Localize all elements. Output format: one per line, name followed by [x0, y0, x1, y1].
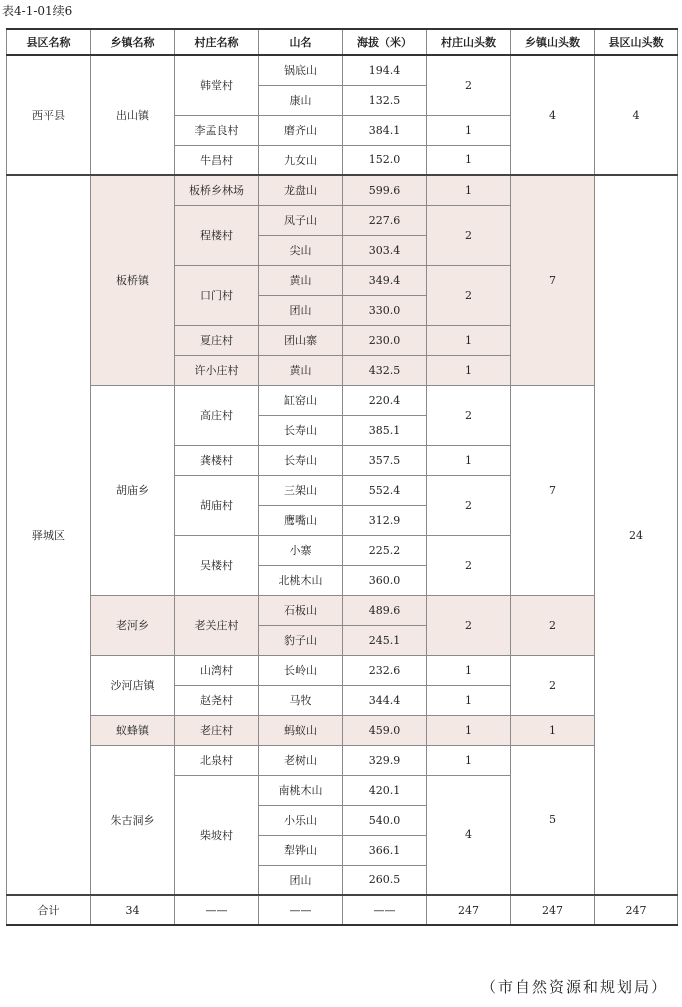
- county-mountain-count: 24: [595, 175, 678, 895]
- village-mountain-count: 2: [427, 265, 511, 325]
- total-row: [7, 895, 678, 925]
- table-row: [7, 175, 678, 205]
- altitude-value: 225.2: [343, 535, 427, 565]
- mountain-name: 磨齐山: [259, 115, 343, 145]
- village-name: 老关庄村: [175, 595, 259, 655]
- village-name: 牛昌村: [175, 145, 259, 175]
- mountain-name: 小寨: [259, 535, 343, 565]
- village-name: 口门村: [175, 265, 259, 325]
- altitude-value: 459.0: [343, 715, 427, 745]
- table-row: [7, 745, 678, 775]
- altitude-value: 227.6: [343, 205, 427, 235]
- town-mountain-count: 1: [511, 715, 595, 745]
- altitude-value: 330.0: [343, 295, 427, 325]
- header-row: [7, 29, 678, 55]
- mountain-name: 锅底山: [259, 55, 343, 85]
- town-name: 朱古洞乡: [91, 745, 175, 895]
- header-town-count: 乡镇山头数: [511, 29, 595, 55]
- altitude-value: 245.1: [343, 625, 427, 655]
- altitude-value: 349.4: [343, 265, 427, 295]
- county-name: 驿城区: [7, 175, 91, 895]
- mountain-name: 缸窑山: [259, 385, 343, 415]
- village-name: 北泉村: [175, 745, 259, 775]
- mountain-name: 凤子山: [259, 205, 343, 235]
- mountain-name: 黄山: [259, 265, 343, 295]
- table-row: [7, 655, 678, 685]
- village-name: 高庄村: [175, 385, 259, 445]
- total-towns: 34: [91, 895, 175, 925]
- altitude-value: 357.5: [343, 445, 427, 475]
- village-name: 赵尧村: [175, 685, 259, 715]
- altitude-value: 420.1: [343, 775, 427, 805]
- village-mountain-count: 2: [427, 535, 511, 595]
- village-name: 柴坡村: [175, 775, 259, 895]
- mountain-name: 北桃木山: [259, 565, 343, 595]
- altitude-value: 329.9: [343, 745, 427, 775]
- town-mountain-count: 7: [511, 175, 595, 385]
- village-mountain-count: 2: [427, 205, 511, 265]
- altitude-value: 230.0: [343, 325, 427, 355]
- village-mountain-count: 1: [427, 325, 511, 355]
- mountain-name: 鹰嘴山: [259, 505, 343, 535]
- village-mountain-count: 1: [427, 655, 511, 685]
- mountain-name: 长寿山: [259, 445, 343, 475]
- town-mountain-count: 2: [511, 655, 595, 715]
- village-mountain-count: 1: [427, 175, 511, 205]
- altitude-value: 132.5: [343, 85, 427, 115]
- header-mountain: 山名: [259, 29, 343, 55]
- altitude-value: 432.5: [343, 355, 427, 385]
- village-mountain-count: 1: [427, 445, 511, 475]
- total-village-count: 247: [427, 895, 511, 925]
- mountain-name: 尖山: [259, 235, 343, 265]
- mountain-name: 豹子山: [259, 625, 343, 655]
- mountain-name: 康山: [259, 85, 343, 115]
- town-mountain-count: 5: [511, 745, 595, 895]
- mountain-name: 九女山: [259, 145, 343, 175]
- altitude-value: 360.0: [343, 565, 427, 595]
- altitude-value: 599.6: [343, 175, 427, 205]
- village-mountain-count: 2: [427, 595, 511, 655]
- village-name: 老庄村: [175, 715, 259, 745]
- mountain-name: 团山寨: [259, 325, 343, 355]
- header-county-count: 县区山头数: [595, 29, 678, 55]
- village-name: 板桥乡林场: [175, 175, 259, 205]
- village-name: 程楼村: [175, 205, 259, 265]
- county-name: 西平县: [7, 55, 91, 175]
- table-row: [7, 55, 678, 85]
- town-mountain-count: 2: [511, 595, 595, 655]
- altitude-value: 552.4: [343, 475, 427, 505]
- total-county-count: 247: [595, 895, 678, 925]
- town-name: 胡庙乡: [91, 385, 175, 595]
- altitude-value: 303.4: [343, 235, 427, 265]
- village-name: 夏庄村: [175, 325, 259, 355]
- village-mountain-count: 1: [427, 715, 511, 745]
- altitude-value: 540.0: [343, 805, 427, 835]
- town-name: 蚁蜂镇: [91, 715, 175, 745]
- town-mountain-count: 4: [511, 55, 595, 175]
- header-village: 村庄名称: [175, 29, 259, 55]
- mountain-name: 南桃木山: [259, 775, 343, 805]
- mountain-name: 犁铧山: [259, 835, 343, 865]
- village-mountain-count: 1: [427, 745, 511, 775]
- village-name: 许小庄村: [175, 355, 259, 385]
- mountain-name: 老树山: [259, 745, 343, 775]
- village-name: 李孟良村: [175, 115, 259, 145]
- mountain-name: 长寿山: [259, 415, 343, 445]
- town-name: 沙河店镇: [91, 655, 175, 715]
- mountain-name: 长岭山: [259, 655, 343, 685]
- altitude-value: 220.4: [343, 385, 427, 415]
- altitude-value: 312.9: [343, 505, 427, 535]
- mountain-name: 马牧: [259, 685, 343, 715]
- mountain-name: 黄山: [259, 355, 343, 385]
- village-mountain-count: 1: [427, 115, 511, 145]
- mountain-name: 小乐山: [259, 805, 343, 835]
- village-name: 胡庙村: [175, 475, 259, 535]
- altitude-value: 232.6: [343, 655, 427, 685]
- mountain-table-wrapper: [6, 28, 677, 926]
- town-mountain-count: 7: [511, 385, 595, 595]
- table-body: [7, 55, 678, 895]
- altitude-value: 489.6: [343, 595, 427, 625]
- mountain-name: 团山: [259, 295, 343, 325]
- village-mountain-count: 2: [427, 385, 511, 445]
- altitude-value: 366.1: [343, 835, 427, 865]
- altitude-value: 384.1: [343, 115, 427, 145]
- table-row: [7, 595, 678, 625]
- total-town-count: 247: [511, 895, 595, 925]
- total-mountains: ——: [259, 895, 343, 925]
- mountain-name: 石板山: [259, 595, 343, 625]
- village-name: 山湾村: [175, 655, 259, 685]
- table-row: [7, 715, 678, 745]
- total-altitude: ——: [343, 895, 427, 925]
- header-county: 县区名称: [7, 29, 91, 55]
- village-name: 龚楼村: [175, 445, 259, 475]
- village-mountain-count: 4: [427, 775, 511, 895]
- altitude-value: 152.0: [343, 145, 427, 175]
- table-caption: 表4-1-01续6: [2, 4, 73, 18]
- town-name: 出山镇: [91, 55, 175, 175]
- village-name: 吴楼村: [175, 535, 259, 595]
- town-name: 老河乡: [91, 595, 175, 655]
- mountain-table: [6, 28, 678, 926]
- total-label: 合计: [7, 895, 91, 925]
- mountain-name: 龙盘山: [259, 175, 343, 205]
- altitude-value: 260.5: [343, 865, 427, 895]
- total-villages: ——: [175, 895, 259, 925]
- mountain-name: 团山: [259, 865, 343, 895]
- altitude-value: 194.4: [343, 55, 427, 85]
- source-note: （市自然资源和规划局）: [480, 978, 668, 996]
- mountain-name: 蚂蚁山: [259, 715, 343, 745]
- town-name: 板桥镇: [91, 175, 175, 385]
- village-mountain-count: 2: [427, 475, 511, 535]
- altitude-value: 344.4: [343, 685, 427, 715]
- county-mountain-count: 4: [595, 55, 678, 175]
- village-mountain-count: 1: [427, 355, 511, 385]
- header-village-count: 村庄山头数: [427, 29, 511, 55]
- village-mountain-count: 2: [427, 55, 511, 115]
- altitude-value: 385.1: [343, 415, 427, 445]
- header-altitude: 海拔（米）: [343, 29, 427, 55]
- header-town: 乡镇名称: [91, 29, 175, 55]
- table-row: [7, 385, 678, 415]
- mountain-name: 三架山: [259, 475, 343, 505]
- village-mountain-count: 1: [427, 685, 511, 715]
- village-name: 韩堂村: [175, 55, 259, 115]
- village-mountain-count: 1: [427, 145, 511, 175]
